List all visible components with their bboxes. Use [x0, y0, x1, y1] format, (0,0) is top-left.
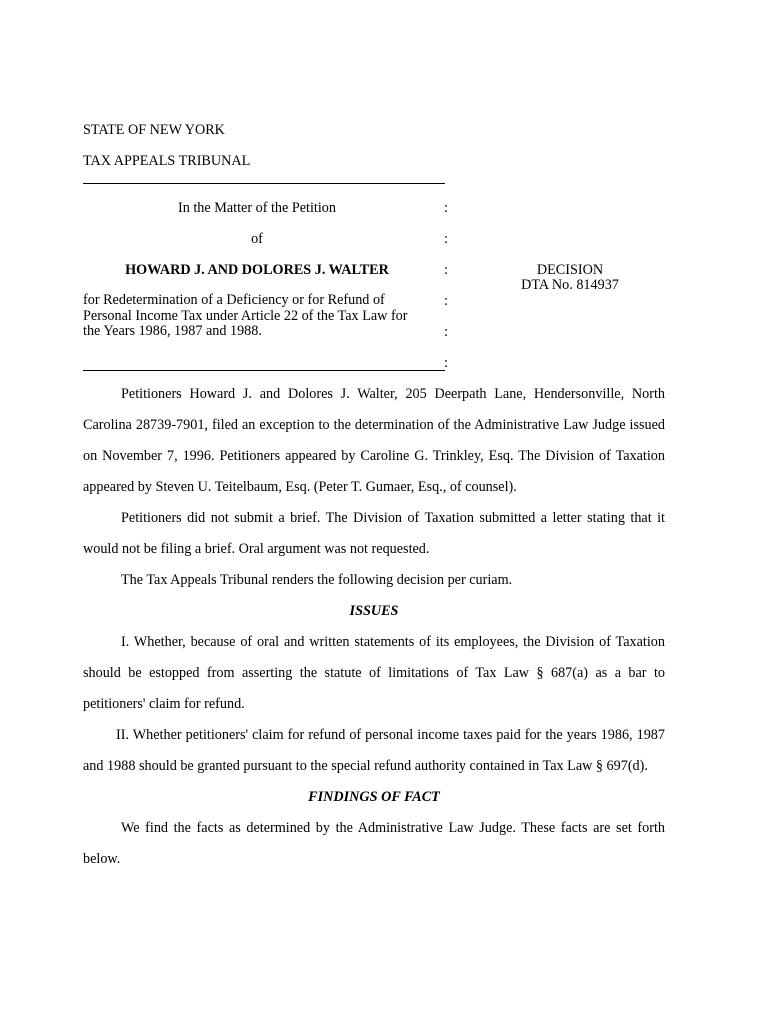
paragraph-per-curiam: The Tax Appeals Tribunal renders the following decision per curiam.	[121, 572, 513, 588]
decision-label: DECISION	[536, 262, 604, 278]
petitioners-name: HOWARD J. AND DOLORES J. WALTER	[125, 262, 389, 278]
decision-body	[83, 379, 665, 875]
caption-colon: :	[444, 293, 448, 309]
of-line: of	[251, 231, 263, 247]
paragraph-procedural-history: Petitioners Howard J. and Dolores J. Walter, 205 Deerpath Lane, Hendersonville, North Carolina 28739-7901, filed an exception to the determination of the Administrative Law Judge issued on November 7, 1996. Petitioners appeared by Caroline G. Trinkley, Esq. The Division of Taxation appeared by Steven U. Teitelbaum, Esq. (Peter T. Gumaer, Esq., of counsel).	[83, 386, 665, 495]
state-heading: STATE OF NEW YORK	[83, 122, 225, 138]
issues-heading: ISSUES	[349, 603, 399, 619]
dta-number: DTA No. 814937	[521, 277, 619, 293]
findings-heading: FINDINGS OF FACT	[308, 789, 440, 805]
redetermination-text: for Redetermination of a Deficiency or for Refund of Personal Income Tax under Article 22 of the Tax Law for the Years 1986, 1987 and 1988.	[83, 292, 408, 339]
matter-line: In the Matter of the Petition	[178, 200, 336, 216]
caption-colon: :	[444, 355, 448, 371]
paragraph-briefs: Petitioners did not submit a brief. The Division of Taxation submitted a letter stating that it would not be filing a brief. Oral argument was not requested.	[83, 510, 665, 557]
caption-bottom-rule	[83, 370, 445, 371]
issue-two: II. Whether petitioners' claim for refund of personal income taxes paid for the years 1986, 1987 and 1988 should be granted pursuant to the special refund authority contained in Tax Law § 697(d).	[83, 727, 665, 774]
tribunal-heading: TAX APPEALS TRIBUNAL	[83, 153, 251, 169]
paragraph-findings: We find the facts as determined by the Administrative Law Judge. These facts are set forth below.	[83, 820, 665, 867]
caption-colon: :	[444, 200, 448, 216]
issue-one: I. Whether, because of oral and written statements of its employees, the Division of Taxation should be estopped from asserting the statute of limitations of Tax Law § 687(a) as a bar to petitioners' claim for refund.	[83, 634, 665, 712]
caption-colon: :	[444, 262, 448, 278]
caption-top-rule	[83, 183, 445, 184]
caption-colon: :	[444, 231, 448, 247]
caption-colon: :	[444, 324, 448, 340]
